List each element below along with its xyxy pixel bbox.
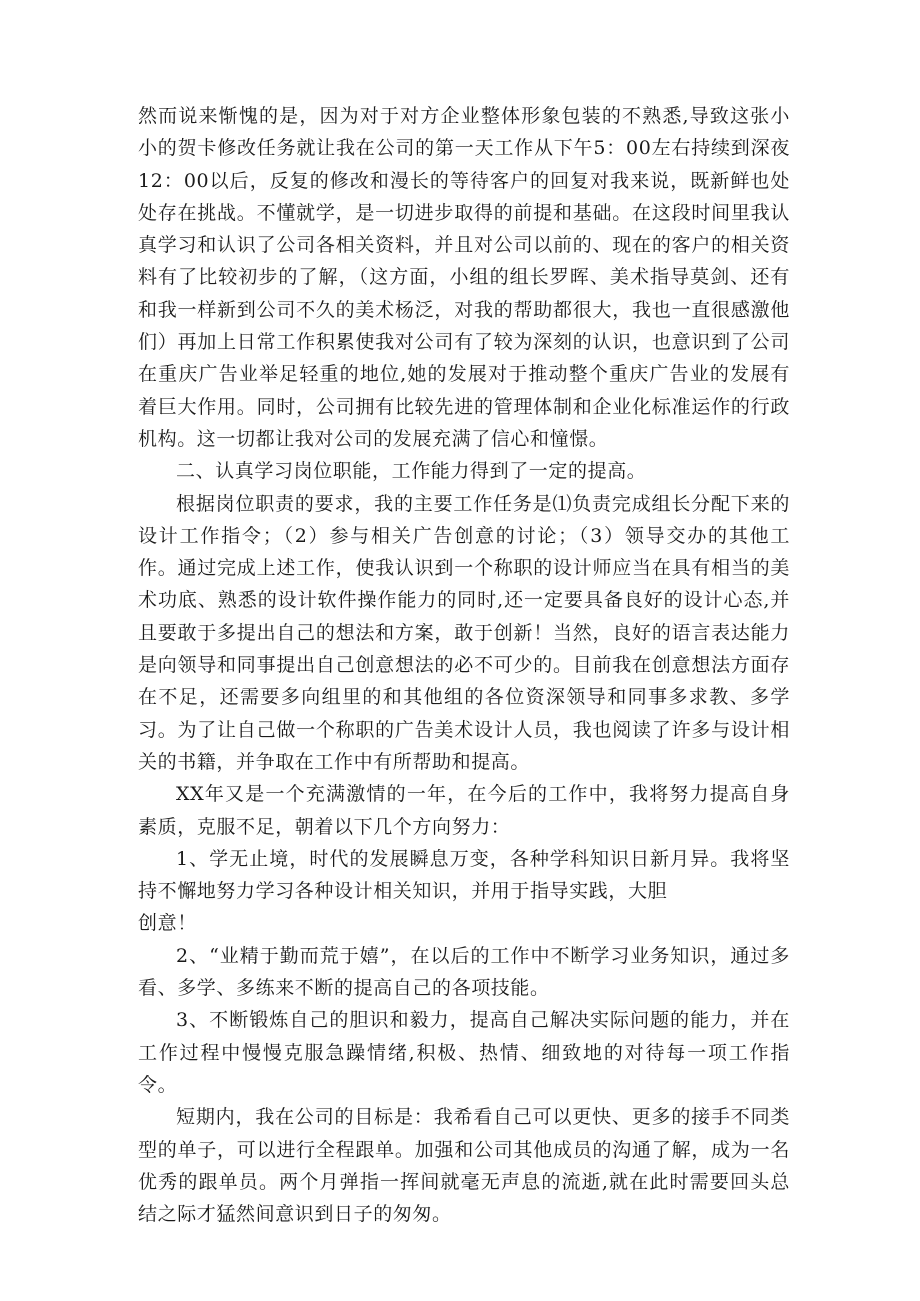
- list-item-3: 3、不断锻炼自己的胆识和毅力，提高自己解决实际问题的能力，并在工作过程中慢慢克服急躁情绪,积极、热情、细致地的对待每一项工作指令。: [138, 1009, 790, 1096]
- paragraph-new-year: XX年又是一个充满激情的一年，在今后的工作中，我将努力提高自身素质，克服不足，朝着以下几个方向努力：: [138, 783, 790, 838]
- list-item-1-tail: 创意！: [138, 912, 197, 935]
- section-heading: 二、认真学习岗位职能，工作能力得到了一定的提高。: [176, 460, 647, 483]
- paragraph-short-term-goal: 短期内，我在公司的目标是：我希看自己可以更快、更多的接手不同类型的单子，可以进行全程跟单。加强和公司其他成员的沟通了解，成为一名优秀的跟单员。两个月弹指一挥间就毫无声息的流逝,就在此时需要回头总结之际才猛然间意识到日子的匆匆。: [138, 1106, 790, 1226]
- document-body: [138, 100, 790, 1230]
- list-item-1: 1、学无止境，时代的发展瞬息万变，各种学科知识日新月异。我将坚持不懈地努力学习各种设计相关知识，并用于指导实践，大胆: [138, 847, 790, 903]
- paragraph-continued: 然而说来惭愧的是，因为对于对方企业整体形象包装的不熟悉,导致这张小小的贺卡修改任务就让我在公司的第一天工作从下午5：00左右持续到深夜12：00以后，反复的修改和漫长的等待客户的回复对我来说，既新鲜也处处存在挑战。不懂就学，是一切进步取得的前提和基础。在这段时间里我认真学习和认识了公司各相关资料，并且对公司以前的、现在的客户的相关资料有了比较初步的了解，（这方面，小组的组长罗晖、美术指导莫剑、还有和我一样新到公司不久的美术杨泛，对我的帮助都很大，我也一直很感激他们）再加上日常工作积累使我对公司有了较为深刻的认识，也意识到了公司在重庆广告业举足轻重的地位,她的发展对于推动整个重庆广告业的发展有着巨大作用。同时，公司拥有比较先进的管理体制和企业化标准运作的行政机构。这一切都让我对公司的发展充满了信心和憧憬。: [138, 105, 790, 450]
- list-item-2: 2、“业精于勤而荒于嬉”，在以后的工作中不断学习业务知识，通过多看、多学、多练来不断的提高自己的各项技能。: [138, 944, 790, 1000]
- paragraph-duties: 根据岗位职责的要求，我的主要工作任务是⑴负责完成组长分配下来的设计工作指令；（2）参与相关广告创意的讨论；（3）领导交办的其他工作。通过完成上述工作，使我认识到一个称职的设计师应当在具有相当的美术功底、熟悉的设计软件操作能力的同时,还一定要具备良好的设计心态,并且要敢于多提出自己的想法和方案，敢于创新！当然，良好的语言表达能力是向领导和同事提出自己创意想法的必不可少的。目前我在创意想法方面存在不足，还需要多向组里的和其他组的各位资深领导和同事多求教、多学习。为了让自己做一个称职的广告美术设计人员，我也阅读了许多与设计相关的书籍，并争取在工作中有所帮助和提高。: [138, 492, 790, 773]
